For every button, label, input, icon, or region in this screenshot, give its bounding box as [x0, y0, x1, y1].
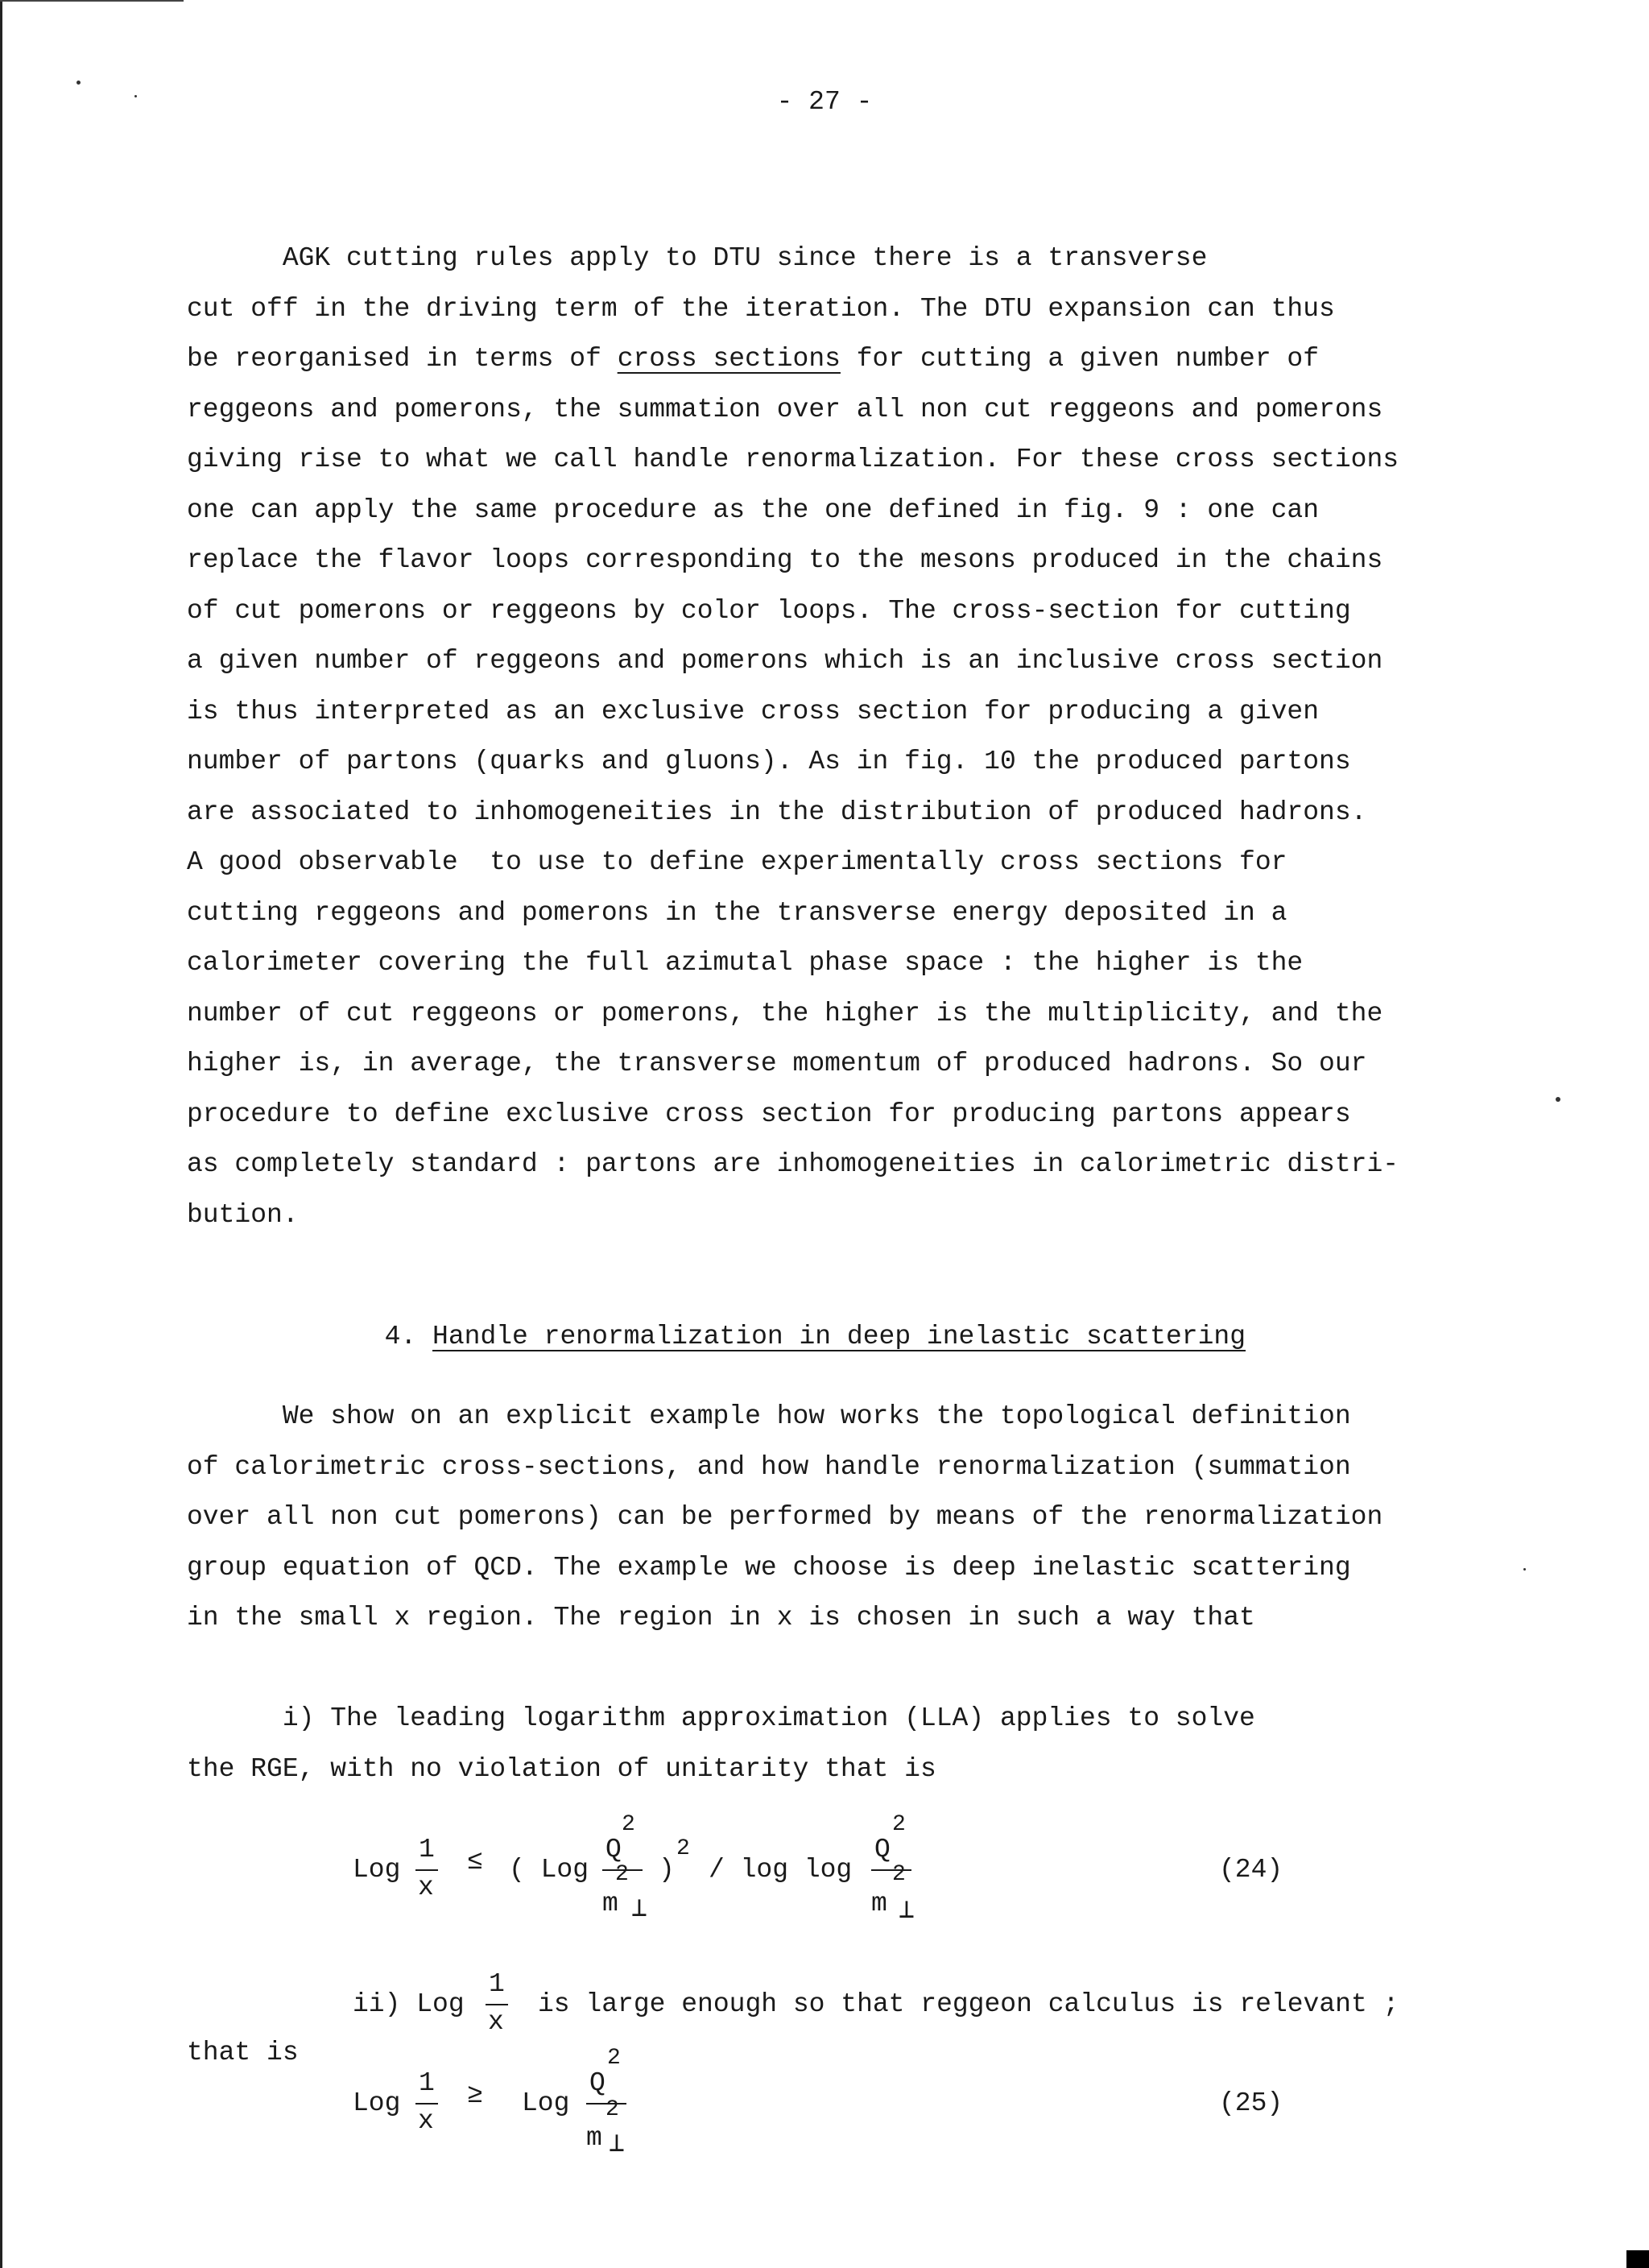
eq24-m-exp: 2 — [615, 1862, 629, 1887]
eq24-number: (24) — [1219, 1855, 1283, 1885]
paragraph1-line: are associated to inhomogeneities in the distribution of produced hadrons. — [187, 797, 1367, 827]
eq25-one: 1 — [419, 2068, 435, 2098]
eq25-perp: ⊥ — [609, 2129, 625, 2159]
eq24-x: x — [418, 1873, 434, 1902]
eq24-q: Q — [605, 1835, 622, 1864]
scan-corner-mark — [1626, 2250, 1649, 2268]
section-number: 4. — [384, 1322, 417, 1351]
eq24-m2-exp: 2 — [892, 1862, 906, 1887]
section-heading — [353, 1292, 1246, 1351]
paragraph1-line: as completely standard : partons are inhomogeneities in calorimetric distri- — [187, 1149, 1399, 1179]
item-ii-fracbar — [486, 2004, 508, 2005]
eq24-paren-open: ( Log — [509, 1855, 589, 1885]
paragraph1-line: number of partons (quarks and gluons). As in fig. 10 the produced partons — [187, 747, 1351, 776]
scan-speck — [76, 81, 81, 85]
item-ii-prefix: ii) Log — [353, 1989, 465, 2019]
scan-speck — [1523, 1568, 1526, 1571]
page-number: - 27 - — [776, 87, 873, 117]
paragraph1-line: procedure to define exclusive cross section for producing partons appears — [187, 1099, 1351, 1129]
item-ii-suffix: is large enough so that reggeon calculus is relevant ; — [538, 1989, 1399, 2019]
eq25-m-exp: 2 — [605, 2097, 619, 2122]
paragraph2-line: of calorimetric cross-sections, and how handle renormalization (summation — [187, 1451, 1351, 1482]
eq24-square: 2 — [676, 1836, 690, 1861]
eq24-m2: m — [871, 1889, 887, 1918]
item-ii-x: x — [488, 2007, 504, 2037]
section-title: Handle renormalization in deep inelastic scattering — [432, 1322, 1246, 1351]
paragraph1-line: is thus interpreted as an exclusive cross section for producing a given — [187, 696, 1320, 726]
paragraph1-line: giving rise to what we call handle renormalization. For these cross sections — [187, 445, 1399, 474]
eq24-m: m — [602, 1889, 618, 1918]
paragraph1-line: A good observable to use to define experimentally cross sections for — [187, 847, 1287, 877]
eq24-leq: ≤ — [467, 1847, 483, 1877]
that-is: that is — [187, 2038, 299, 2067]
paragraph-1 — [187, 234, 1515, 1240]
paragraph1-line: reggeons and pomerons, the summation over all non cut reggeons and pomerons — [187, 394, 1383, 424]
eq25-geq: ≥ — [467, 2080, 483, 2110]
paragraph2-line: over all non cut pomerons) can be performed by means of the renormalization — [187, 1502, 1383, 1532]
eq24-fracbar-1 — [415, 1869, 438, 1871]
item_i-line: i) The leading logarithm approximation (LLA) applies to solve — [187, 1703, 1255, 1733]
paragraph1-line: bution. — [187, 1199, 299, 1230]
eq25-q: Q — [589, 2068, 605, 2098]
eq24-q2: Q — [874, 1835, 891, 1864]
eq25-number: (25) — [1219, 2088, 1283, 2118]
item_i-line: the RGE, with no violation of unitarity that is — [187, 1753, 936, 1784]
item-ii-one: 1 — [489, 1969, 505, 1999]
eq24-slash-loglog: / log log — [709, 1855, 853, 1885]
paragraph1-line: replace the flavor loops corresponding to the mesons produced in the chains — [187, 545, 1383, 575]
item-i — [187, 1694, 1515, 1794]
eq25-log: Log — [353, 2088, 401, 2118]
scan-speck — [1556, 1097, 1560, 1102]
paragraph1-line: of cut pomerons or reggeons by color loops. The cross-section for cutting — [187, 595, 1351, 626]
eq25-m: m — [586, 2123, 602, 2153]
eq24-perp: ⊥ — [631, 1894, 647, 1924]
paragraph1-line: be reorganised in terms of cross sections for cutting a given number of — [187, 344, 1320, 374]
eq24-q2-exp: 2 — [892, 1812, 906, 1837]
eq25-x: x — [418, 2106, 434, 2136]
paragraph1-line: higher is, in average, the transverse momentum of produced hadrons. So our — [187, 1049, 1367, 1078]
paragraph-2 — [187, 1392, 1515, 1644]
paragraph2-line: group equation of QCD. The example we choose is deep inelastic scattering — [187, 1552, 1351, 1583]
paragraph1-line: one can apply the same procedure as the one defined in fig. 9 : one can — [187, 495, 1320, 525]
paragraph2-line: in the small x region. The region in x is chosen in such a way that — [187, 1603, 1255, 1633]
eq24-log: Log — [353, 1855, 401, 1885]
eq25-fracbar-1 — [415, 2103, 438, 2105]
eq24-one: 1 — [419, 1835, 435, 1864]
eq25-log2: Log — [522, 2088, 570, 2118]
paragraph1-line: calorimeter covering the full azimutal phase space : the higher is the — [187, 948, 1304, 978]
paragraph1-line: cutting reggeons and pomerons in the transverse energy deposited in a — [187, 897, 1287, 928]
page-border-left — [0, 0, 2, 2268]
eq24-q-exp: 2 — [622, 1812, 635, 1837]
paragraph1-line: a given number of reggeons and pomerons which is an inclusive cross section — [187, 646, 1383, 676]
underlined-phrase: cross sections — [617, 344, 841, 374]
eq25-q-exp: 2 — [607, 2046, 621, 2071]
paragraph2-line: We show on an explicit example how works the topological definition — [187, 1401, 1351, 1431]
page-border-top — [0, 0, 184, 2]
eq24-perp2: ⊥ — [899, 1896, 915, 1926]
eq24-paren-close: ) — [659, 1855, 675, 1885]
paragraph1-line: cut off in the driving term of the iteration. The DTU expansion can thus — [187, 293, 1335, 324]
paragraph1-line: number of cut reggeons or pomerons, the higher is the multiplicity, and the — [187, 998, 1383, 1028]
paragraph1-line: AGK cutting rules apply to DTU since there is a transverse — [187, 243, 1208, 273]
